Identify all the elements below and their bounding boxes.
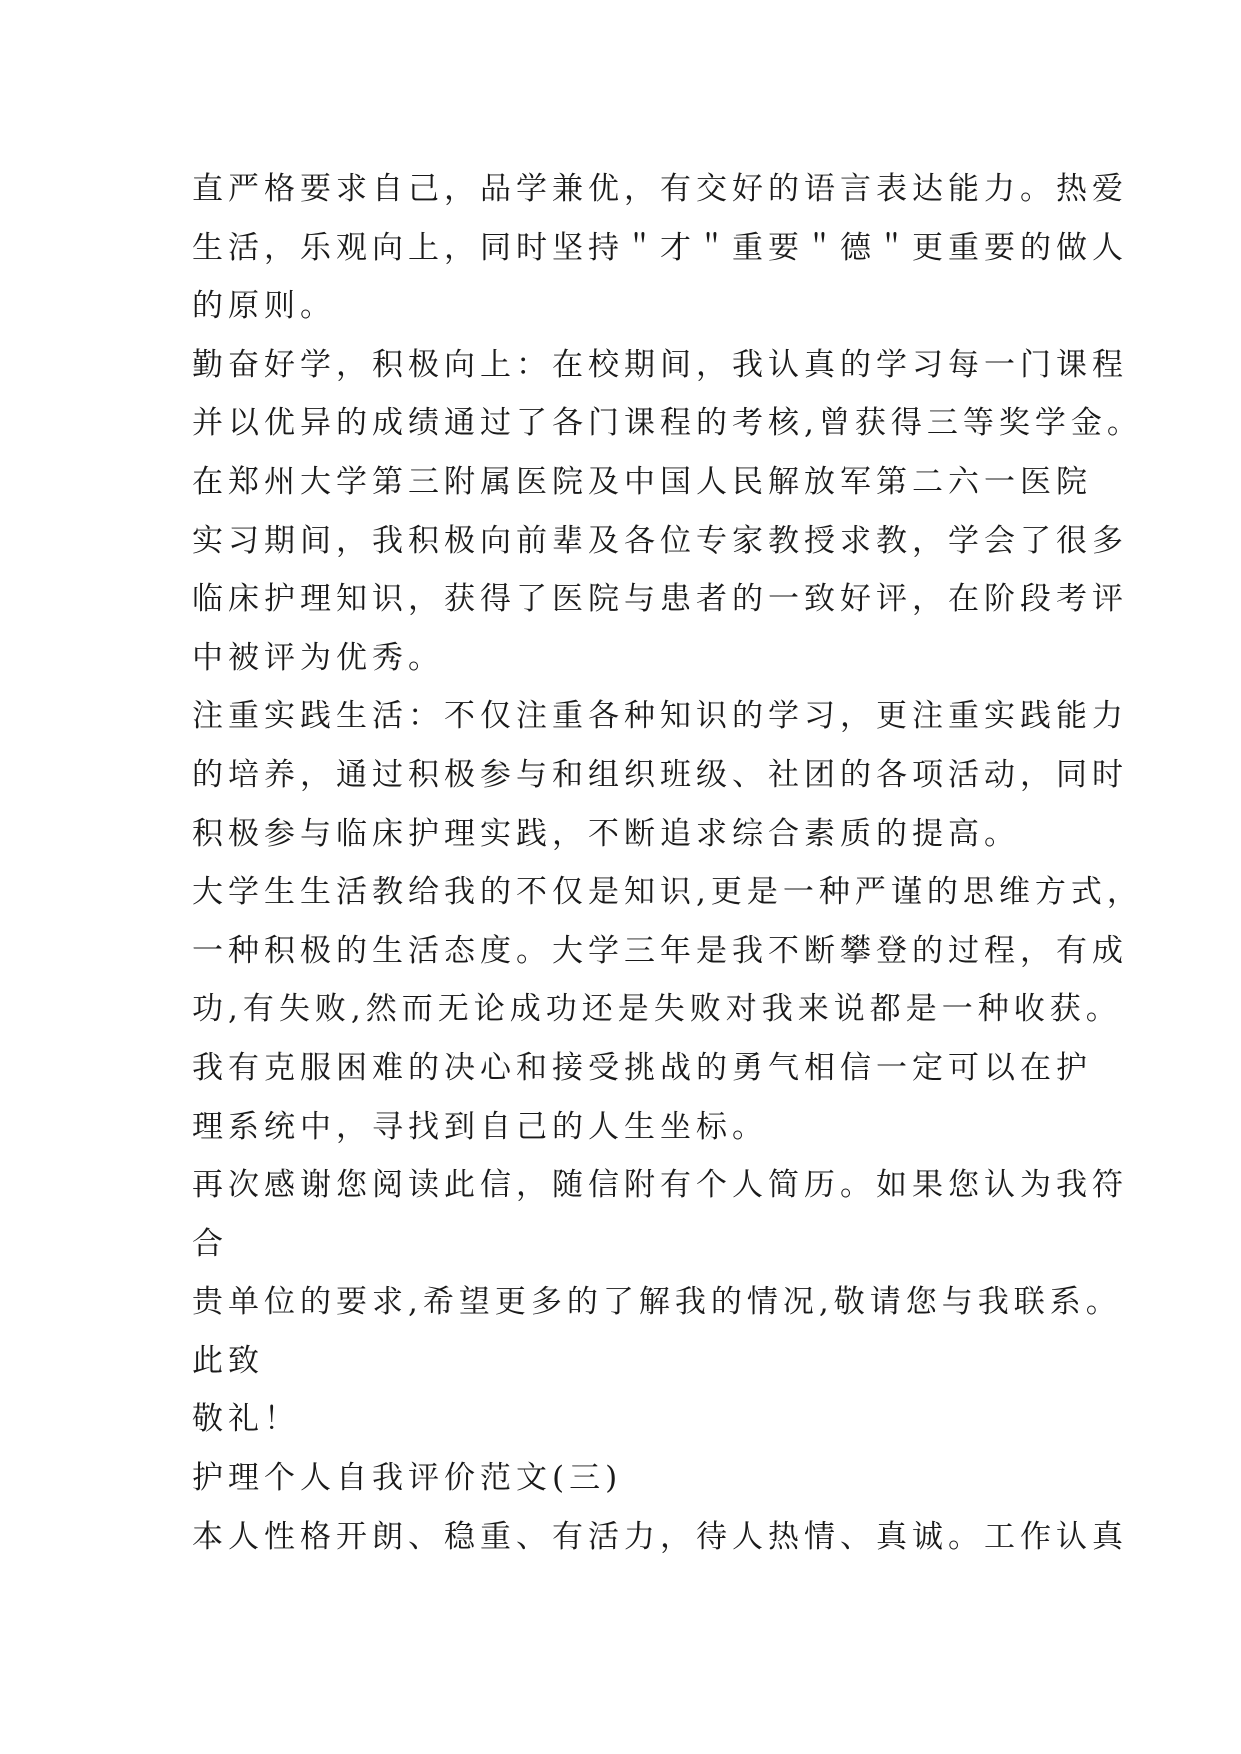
text-line: 直严格要求自己，品学兼优，有交好的语言表达能力。热爱 — [192, 171, 1128, 207]
text-line: 的培养，通过积极参与和组织班级、社团的各项活动，同时 — [192, 756, 1128, 793]
section-heading: 护理个人自我评价范文(三) — [192, 1460, 623, 1497]
text-line: 中被评为优秀。 — [192, 639, 444, 676]
text-line: 勤奋好学，积极向上：在校期间，我认真的学习每一门课程 — [192, 346, 1128, 383]
text-line: 临床护理知识，获得了医院与患者的一致好评，在阶段考评 — [192, 581, 1128, 618]
text-line: 一种积极的生活态度。大学三年是我不断攀登的过程，有成 — [192, 932, 1128, 969]
text-line: 注重实践生活：不仅注重各种知识的学习，更注重实践能力 — [192, 698, 1128, 735]
text-line: 敬礼！ — [192, 1401, 300, 1438]
text-line: 功,有失败,然而无论成功还是失败对我来说都是一种收获。 — [192, 991, 1122, 1028]
text-line: 实习期间，我积极向前辈及各位专家教授求教，学会了很多 — [192, 522, 1128, 559]
text-line: 再次感谢您阅读此信，随信附有个人简历。如果您认为我符 — [192, 1167, 1128, 1204]
text-line: 此致 — [192, 1342, 264, 1379]
text-line: 理系统中，寻找到自己的人生坐标。 — [192, 1108, 768, 1145]
text-line: 贵单位的要求,希望更多的了解我的情况,敬请您与我联系。 — [192, 1284, 1122, 1321]
text-line: 并以优异的成绩通过了各门课程的考核,曾获得三等奖学金。 — [192, 405, 1143, 442]
text-line: 在郑州大学第三附属医院及中国人民解放军第二六一医院 — [192, 463, 1092, 500]
text-line: 合 — [192, 1225, 228, 1262]
text-line: 积极参与临床护理实践，不断追求综合素质的提高。 — [192, 815, 1020, 852]
text-line: 大学生生活教给我的不仅是知识,更是一种严谨的思维方式， — [192, 874, 1143, 911]
text-line: 我有克服困难的决心和接受挑战的勇气相信一定可以在护 — [192, 1049, 1092, 1086]
text-line: 本人性格开朗、稳重、有活力，待人热情、真诚。工作认真 — [192, 1518, 1128, 1555]
text-line: 生活，乐观向上，同时坚持＂才＂重要＂德＂更重要的做人 — [192, 229, 1128, 266]
text-line: 的原则。 — [192, 288, 336, 325]
document-body — [192, 160, 1143, 1566]
